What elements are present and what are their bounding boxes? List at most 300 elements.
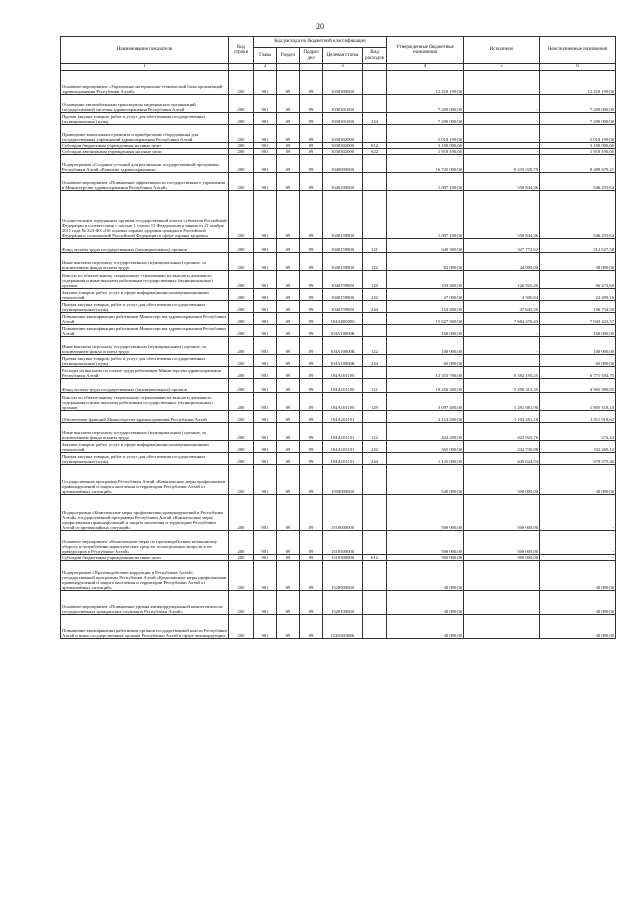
row-code: 200: [229, 555, 254, 561]
row-target: 1520100000: [323, 591, 363, 615]
row-approved: 12 218 190,00: [387, 71, 464, 95]
row-unexecuted: 332 269,12: [540, 441, 616, 453]
row-approved: 40 000,00: [387, 615, 464, 639]
header-glava: Глава: [254, 48, 277, 64]
row-name: Расходы на выплаты по оплате труда работников Министерства здравоохранения Республики Алтай: [61, 367, 229, 379]
row-podrazdel: 09: [300, 531, 323, 555]
row-glava: 901: [254, 325, 277, 337]
table-row: [61, 615, 616, 639]
row-unexecuted: 40 000,00: [540, 615, 616, 639]
row-code: 200: [229, 313, 254, 325]
row-unexecuted: 12 218 190,00: [540, 71, 616, 95]
row-podrazdel: 09: [300, 495, 323, 531]
row-executed: 5 290 313,35: [464, 379, 540, 393]
table-row: [61, 367, 616, 379]
table-row: [61, 325, 616, 337]
row-podrazdel: 09: [300, 125, 323, 143]
row-unexecuted: -: [540, 555, 616, 561]
row-name: Основное мероприятие «Повышение эффективности государственного управления в Министерстве здравоохранения Республики Алтай»: [61, 173, 229, 191]
row-approved: 640 300,00: [387, 239, 464, 253]
row-vid: [363, 561, 387, 591]
row-approved: 5 018 190,00: [387, 125, 464, 143]
row-glava: 901: [254, 561, 277, 591]
row-code: 200: [229, 149, 254, 155]
row-glava: 901: [254, 355, 277, 367]
row-razdel: 09: [277, 149, 300, 155]
row-unexecuted: 546 255,64: [540, 173, 616, 191]
row-podrazdel: 09: [300, 355, 323, 367]
row-podrazdel: 09: [300, 95, 323, 113]
table-row: [61, 289, 616, 301]
row-razdel: 09: [277, 191, 300, 239]
row-razdel: 09: [277, 313, 300, 325]
row-approved: 60 000,00: [387, 355, 464, 367]
row-podrazdel: 09: [300, 555, 323, 561]
row-code: 200: [229, 367, 254, 379]
row-podrazdel: 09: [300, 155, 323, 173]
column-number: 2: [254, 64, 277, 71]
row-executed: -: [464, 615, 540, 639]
row-approved: 424 200,00: [387, 423, 464, 441]
row-podrazdel: 09: [300, 173, 323, 191]
row-approved: 3 097 400,00: [387, 393, 464, 411]
row-code: 200: [229, 393, 254, 411]
row-glava: 901: [254, 367, 277, 379]
row-razdel: 09: [277, 71, 300, 95]
row-target: 1040159800: [323, 271, 363, 289]
row-name: Субсидии бюджетным учреждениям на иные цели: [61, 143, 229, 149]
row-approved: 16 725 000,00: [387, 155, 464, 173]
row-vid: [363, 495, 387, 531]
table-row: [61, 337, 616, 355]
table-row: [61, 495, 616, 531]
row-code: 200: [229, 173, 254, 191]
row-approved: 40 000,00: [387, 561, 464, 591]
row-target: 104А101191: [323, 441, 363, 453]
row-glava: 901: [254, 313, 277, 325]
row-podrazdel: 09: [300, 325, 323, 337]
row-razdel: 09: [277, 253, 300, 271]
row-name: Взносы по обязательному социальному страхованию на выплаты денежного содержания и иные выплаты работникам государственных (муниципальных) органов: [61, 271, 229, 289]
row-code: 200: [229, 495, 254, 531]
row-glava: 901: [254, 555, 277, 561]
row-vid: [363, 191, 387, 239]
row-podrazdel: 09: [300, 301, 323, 313]
row-approved: 500 000,00: [387, 531, 464, 555]
row-name: Прочая закупка товаров, работ и услуг для обеспечения государственных (муниципальных) нужд: [61, 355, 229, 367]
row-code: 200: [229, 441, 254, 453]
row-razdel: 09: [277, 367, 300, 379]
row-approved: 7 200 000,00: [387, 113, 464, 125]
row-code: 200: [229, 271, 254, 289]
row-unexecuted: 546 255,64: [540, 191, 616, 239]
row-name: Осуществление переданных органам государственной власти субъектов Российской Федерации в соответствии с частью 1 статьи 15 Федерального закона от 21 ноября 2011 года № 323-ФЗ «Об основах охраны здоровья граждан в Российской Федерации» полномочий Российской Федерации в сфере охраны здоровья: [61, 191, 229, 239]
row-name: Повышение квалификации работников органов государственной власти Республики Алтай и иных государственных органов Республики Алтай в сфере антикоррупции: [61, 615, 229, 639]
row-podrazdel: 09: [300, 379, 323, 393]
row-executed: -: [464, 337, 540, 355]
row-code: 200: [229, 355, 254, 367]
row-vid: [363, 615, 387, 639]
row-name: Обеспечение функций Министерства здравоохранения Республики Алтай: [61, 411, 229, 423]
row-code: 200: [229, 411, 254, 423]
row-unexecuted: 1 011 918,82: [540, 411, 616, 423]
row-vid: 122: [363, 423, 387, 441]
row-code: 200: [229, 561, 254, 591]
header-classification: Код расхода по бюджетной классификации: [254, 37, 387, 48]
row-approved: 40 000,00: [387, 591, 464, 615]
row-executed: 8 235 320,79: [464, 155, 540, 173]
row-name: Проведение капитального ремонта и приобретение оборудования для государственных учреждений здравоохранения Республики Алтай: [61, 125, 229, 143]
table-row: [61, 561, 616, 591]
row-podrazdel: 09: [300, 411, 323, 423]
row-razdel: 09: [277, 355, 300, 367]
row-target: 1040159800: [323, 191, 363, 239]
row-executed: 445 624,54: [464, 453, 540, 465]
row-executed: 550 844,36: [464, 191, 540, 239]
row-target: 104А10000К: [323, 325, 363, 337]
row-approved: 500 000,00: [387, 495, 464, 531]
header-approved: Утвержденные бюджетные назначения: [387, 37, 464, 64]
row-glava: 901: [254, 423, 277, 441]
row-target: 104А101100: [323, 379, 363, 393]
row-code: 200: [229, 239, 254, 253]
table-row: [61, 411, 616, 423]
table-row: [61, 591, 616, 615]
column-number: [300, 64, 323, 71]
row-vid: 122: [363, 253, 387, 271]
row-code: 200: [229, 191, 254, 239]
row-glava: 901: [254, 379, 277, 393]
table-row: [61, 71, 616, 95]
row-podrazdel: 09: [300, 239, 323, 253]
row-target: 1030302000: [323, 149, 363, 155]
row-unexecuted: 6 771 504,75: [540, 367, 616, 379]
row-name: Основное мероприятие «Укрепление материально-технической базы организаций здравоохранения Республики Алтай»: [61, 71, 229, 95]
row-code: 200: [229, 143, 254, 149]
row-name: Основное мероприятие «Повышение уровня антикоррупционной компетентности государственных гражданских служащих Республики Алтай»: [61, 591, 229, 615]
row-vid: 612: [363, 555, 387, 561]
row-name: Прочая закупка товаров, работ и услуг для обеспечения государственных (муниципальных) нужд: [61, 301, 229, 313]
column-number: 1: [61, 64, 229, 71]
row-vid: 122: [363, 337, 387, 355]
row-approved: 193 400,00: [387, 271, 464, 289]
row-vid: [363, 125, 387, 143]
table-row: [61, 95, 616, 113]
row-target: 1030302000: [323, 143, 363, 149]
row-code: 200: [229, 423, 254, 441]
row-unexecuted: 5 018 190,00: [540, 125, 616, 143]
row-name: Фонд оплаты труда государственных (муниципальных) органов: [61, 379, 229, 393]
row-unexecuted: 312 527,38: [540, 239, 616, 253]
column-numbers-row: [61, 64, 616, 71]
row-target: 104А10000К: [323, 355, 363, 367]
row-code: 200: [229, 379, 254, 393]
row-code: 200: [229, 591, 254, 615]
row-unexecuted: 40 000,00: [540, 591, 616, 615]
row-target: 1040100000: [323, 173, 363, 191]
row-razdel: 09: [277, 337, 300, 355]
row-unexecuted: 160 000,00: [540, 325, 616, 337]
row-code: 200: [229, 531, 254, 555]
row-glava: 901: [254, 531, 277, 555]
row-glava: 901: [254, 271, 277, 289]
row-approved: 7 200 000,00: [387, 95, 464, 113]
row-target: 1510300000: [323, 531, 363, 555]
row-glava: 901: [254, 301, 277, 313]
row-razdel: 09: [277, 411, 300, 423]
row-podrazdel: 09: [300, 393, 323, 411]
row-code: 200: [229, 325, 254, 337]
row-vid: [363, 313, 387, 325]
table-row: [61, 531, 616, 555]
row-code: 200: [229, 155, 254, 173]
row-name: Подпрограмма «Противодействие коррупции в Республике Алтай» государственной программы Республики Алтай «Комплексные меры профилактики правонарушений и защита населения и территории Республики Алтай от чрезвычайных ситуаций»: [61, 561, 229, 591]
row-vid: [363, 173, 387, 191]
row-glava: 901: [254, 465, 277, 495]
row-razdel: 09: [277, 379, 300, 393]
row-unexecuted: 1 805 518,10: [540, 393, 616, 411]
row-podrazdel: 09: [300, 149, 323, 155]
row-podrazdel: 09: [300, 615, 323, 639]
row-vid: [363, 155, 387, 173]
row-razdel: 09: [277, 465, 300, 495]
row-vid: 244: [363, 355, 387, 367]
row-name: Иные выплаты персоналу государственных (муниципальных) органов, за исключением фонда оплаты труда: [61, 253, 229, 271]
row-podrazdel: 09: [300, 71, 323, 95]
header-target: Целевая статья: [323, 48, 363, 64]
row-executed: 232 730,88: [464, 441, 540, 453]
row-approved: 100 000,00: [387, 337, 464, 355]
row-unexecuted: 679 375,46: [540, 453, 616, 465]
row-podrazdel: 09: [300, 337, 323, 355]
row-glava: 901: [254, 95, 277, 113]
row-vid: 622: [363, 149, 387, 155]
page-number: 20: [316, 22, 324, 31]
row-razdel: 09: [277, 125, 300, 143]
row-executed: 44 000,00: [464, 253, 540, 271]
row-executed: 550 844,36: [464, 173, 540, 191]
column-number: [277, 64, 300, 71]
row-podrazdel: 09: [300, 441, 323, 453]
row-unexecuted: 4 965 986,65: [540, 379, 616, 393]
row-glava: 901: [254, 591, 277, 615]
row-target: 104А101100: [323, 393, 363, 411]
row-name: Иные выплаты персоналу государственных (муниципальных) органов, за исключением фонда оплаты труда: [61, 337, 229, 355]
row-executed: -: [464, 561, 540, 591]
row-approved: 565 000,00: [387, 441, 464, 453]
row-target: 104А000000: [323, 313, 363, 325]
row-executed: 126 925,40: [464, 271, 540, 289]
table-row: [61, 173, 616, 191]
row-glava: 901: [254, 71, 277, 95]
row-razdel: 09: [277, 173, 300, 191]
row-vid: [363, 367, 387, 379]
row-podrazdel: 09: [300, 271, 323, 289]
row-unexecuted: -: [540, 531, 616, 555]
column-number: 4: [387, 64, 464, 71]
row-code: 200: [229, 95, 254, 113]
row-vid: 121: [363, 379, 387, 393]
row-executed: 500 000,00: [464, 465, 540, 495]
row-target: 1510300000: [323, 555, 363, 561]
row-razdel: 09: [277, 239, 300, 253]
table-row: [61, 423, 616, 441]
row-code: 200: [229, 337, 254, 355]
row-name: Субсидии автономным учреждениям на иные цели: [61, 149, 229, 155]
table-row: [61, 393, 616, 411]
row-code: 200: [229, 301, 254, 313]
row-glava: 901: [254, 453, 277, 465]
row-approved: 15 627 900,00: [387, 313, 464, 325]
column-number: 5: [464, 64, 540, 71]
row-code: 200: [229, 465, 254, 495]
row-razdel: 09: [277, 155, 300, 173]
row-unexecuted: 60 000,00: [540, 355, 616, 367]
row-name: Оснащение автомобильным транспортом медицинских организаций государственной системы здравоохранения Республики Алтай: [61, 95, 229, 113]
row-target: 1040159800: [323, 301, 363, 313]
table-body: [61, 71, 616, 639]
row-glava: 901: [254, 143, 277, 149]
row-approved: 2 114 200,00: [387, 411, 464, 423]
row-glava: 901: [254, 411, 277, 423]
row-unexecuted: 40 000,00: [540, 465, 616, 495]
row-code: 200: [229, 289, 254, 301]
row-target: 1500000000: [323, 465, 363, 495]
row-glava: 901: [254, 393, 277, 411]
row-executed: 500 000,00: [464, 531, 540, 555]
table-row: [61, 453, 616, 465]
row-unexecuted: 106 754,50: [540, 301, 616, 313]
row-glava: 901: [254, 173, 277, 191]
row-name: Прочая закупка товаров, работ и услуг для обеспечения государственных (муниципальных) нужд: [61, 113, 229, 125]
row-approved: 3 100 000,00: [387, 143, 464, 149]
row-razdel: 09: [277, 453, 300, 465]
table-row: [61, 239, 616, 253]
row-unexecuted: 274,24: [540, 423, 616, 441]
row-target: 1040000000: [323, 155, 363, 173]
row-approved: 1 125 000,00: [387, 453, 464, 465]
row-unexecuted: 100 000,00: [540, 337, 616, 355]
row-vid: 242: [363, 441, 387, 453]
row-unexecuted: 3 100 000,00: [540, 143, 616, 149]
row-vid: [363, 531, 387, 555]
row-name: Повышение квалификации работников Министерства здравоохранения Республики Алтай: [61, 313, 229, 325]
row-name: Подпрограмма «Создание условий для реализации государственной программы Республики Алтай «Развитие здравоохранения»: [61, 155, 229, 173]
row-name: Фонд оплаты труда государственных (муниципальных) органов: [61, 239, 229, 253]
row-razdel: 09: [277, 441, 300, 453]
row-executed: -: [464, 591, 540, 615]
row-code: 200: [229, 113, 254, 125]
row-podrazdel: 09: [300, 561, 323, 591]
row-target: 104А101191: [323, 453, 363, 465]
row-name: Государственная программа Республики Алтай «Комплексные меры профилактики правонарушений и защита населения и территории Республики Алтай от чрезвычайных ситуаций»: [61, 465, 229, 495]
row-approved: 1 097 100,00: [387, 173, 464, 191]
table-row: [61, 113, 616, 125]
row-target: 1030300000: [323, 71, 363, 95]
row-code: 200: [229, 125, 254, 143]
row-target: 104А101191: [323, 423, 363, 441]
row-code: 200: [229, 453, 254, 465]
column-number: 6: [540, 64, 616, 71]
row-target: 104А101100: [323, 367, 363, 379]
row-executed: 6 582 195,25: [464, 367, 540, 379]
row-executed: -: [464, 355, 540, 367]
row-executed: 423 925,76: [464, 423, 540, 441]
row-approved: 1 097 100,00: [387, 191, 464, 239]
row-razdel: 09: [277, 495, 300, 531]
row-razdel: 09: [277, 271, 300, 289]
row-podrazdel: 09: [300, 143, 323, 149]
row-vid: [363, 71, 387, 95]
row-podrazdel: 09: [300, 367, 323, 379]
row-glava: 901: [254, 289, 277, 301]
row-unexecuted: 7 943 423,57: [540, 313, 616, 325]
column-number: [363, 64, 387, 71]
header-razdel: Раздел: [277, 48, 300, 64]
row-vid: 242: [363, 289, 387, 301]
row-executed: 500 000,00: [464, 555, 540, 561]
row-unexecuted: 22 499,16: [540, 289, 616, 301]
row-name: Закупка товаров, работ, услуг в сфере информационно-коммуникационных технологий: [61, 441, 229, 453]
row-approved: 1 918 190,00: [387, 149, 464, 155]
row-vid: 129: [363, 271, 387, 289]
header-podrazdel: Подраз дел: [300, 48, 323, 64]
row-executed: 4 500,84: [464, 289, 540, 301]
row-code: 200: [229, 615, 254, 639]
row-glava: 901: [254, 125, 277, 143]
header-vid: Вид расходов: [363, 48, 387, 64]
row-approved: 10 256 300,00: [387, 379, 464, 393]
table-row: [61, 355, 616, 367]
row-razdel: 09: [277, 113, 300, 125]
table-row: [61, 441, 616, 453]
header-code: Код строки: [229, 37, 254, 64]
row-approved: 27 000,00: [387, 289, 464, 301]
row-podrazdel: 09: [300, 113, 323, 125]
row-razdel: 09: [277, 143, 300, 149]
row-executed: -: [464, 113, 540, 125]
row-name: Закупка товаров, работ, услуг в сфере информационно-коммуникационных технологий: [61, 289, 229, 301]
row-unexecuted: 1 918 190,00: [540, 149, 616, 155]
row-razdel: 09: [277, 531, 300, 555]
row-glava: 901: [254, 441, 277, 453]
row-approved: 540 000,00: [387, 465, 464, 495]
row-executed: -: [464, 325, 540, 337]
budget-execution-table: [60, 36, 616, 639]
table-row: [61, 271, 616, 289]
row-unexecuted: 8 489 679,21: [540, 155, 616, 173]
row-razdel: 09: [277, 393, 300, 411]
table-row: [61, 301, 616, 313]
row-approved: 160 000,00: [387, 325, 464, 337]
column-number: 3: [323, 64, 363, 71]
row-glava: 901: [254, 615, 277, 639]
row-razdel: 09: [277, 555, 300, 561]
row-razdel: 09: [277, 95, 300, 113]
column-number: [229, 64, 254, 71]
row-unexecuted: 7 200 000,00: [540, 95, 616, 113]
row-glava: 901: [254, 337, 277, 355]
row-vid: [363, 95, 387, 113]
header-unexecuted: Неисполненные назначения: [540, 37, 616, 64]
row-target: 1030301000: [323, 95, 363, 113]
row-name: Иные выплаты персоналу государственных (муниципальных) органов, за исключением фонда оплаты труда: [61, 423, 229, 441]
row-unexecuted: -: [540, 495, 616, 531]
row-code: 200: [229, 71, 254, 95]
row-razdel: 09: [277, 561, 300, 591]
row-name: Субсидии бюджетным учреждениям на иные цели: [61, 555, 229, 561]
row-executed: 7 684 476,43: [464, 313, 540, 325]
